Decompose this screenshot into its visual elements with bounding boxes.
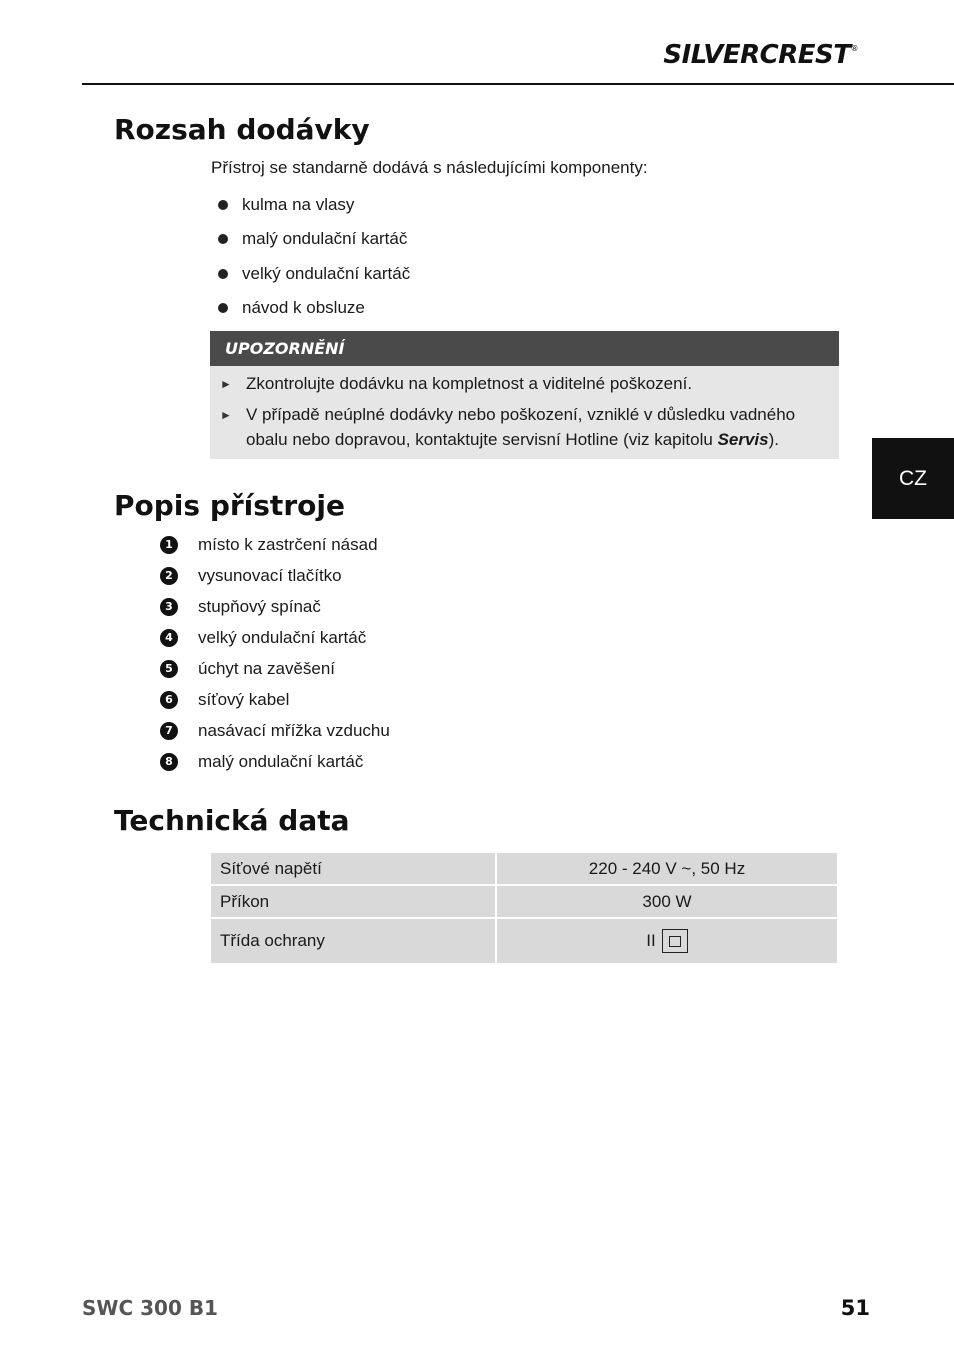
part-item: 6 síťový kabel xyxy=(160,684,390,715)
part-item: 7 nasávací mřížka vzduchu xyxy=(160,715,390,746)
chapter-reference: Servis xyxy=(717,430,769,449)
tech-data-table xyxy=(209,851,839,965)
parts-list xyxy=(160,529,390,777)
notice-item: ► V případě neúplné dodávky nebo poškození, vzniklé v důsledku vadného obalu nebo dopravou, kontaktujte servisní Hotline (viz kapitolu Servis). xyxy=(220,402,795,452)
table-row xyxy=(211,919,837,963)
part-number: 5 xyxy=(160,660,178,678)
table-cell-value: 220 - 240 V ~, 50 Hz xyxy=(497,853,837,884)
list-item: velký ondulační kartáč xyxy=(218,257,410,291)
arrow-right-icon: ► xyxy=(220,377,232,391)
part-number: 2 xyxy=(160,567,178,585)
table-cell-value: II xyxy=(497,919,837,963)
table-cell-key: Třída ochrany xyxy=(211,919,495,963)
part-number: 1 xyxy=(160,536,178,554)
part-number: 3 xyxy=(160,598,178,616)
page-number: 51 xyxy=(840,1296,870,1320)
bullet-icon xyxy=(218,234,228,244)
brand-logo: SILVERCREST® xyxy=(663,40,858,70)
footer-model: SWC 300 B1 xyxy=(82,1296,218,1320)
part-number: 7 xyxy=(160,722,178,740)
part-number: 6 xyxy=(160,691,178,709)
part-number: 4 xyxy=(160,629,178,647)
part-item: 4 velký ondulační kartáč xyxy=(160,622,390,653)
table-row xyxy=(211,853,837,884)
arrow-right-icon: ► xyxy=(220,408,232,422)
table-cell-key: Příkon xyxy=(211,886,495,917)
list-item: kulma na vlasy xyxy=(218,188,410,222)
part-number: 8 xyxy=(160,753,178,771)
list-item: malý ondulační kartáč xyxy=(218,222,410,256)
list-item: návod k obsluze xyxy=(218,291,410,325)
table-cell-value: 300 W xyxy=(497,886,837,917)
bullet-icon xyxy=(218,269,228,279)
section-title-delivery: Rozsah dodávky xyxy=(114,113,370,146)
bullet-icon xyxy=(218,200,228,210)
header-rule xyxy=(82,83,954,85)
protection-class-ii-icon xyxy=(662,929,688,953)
part-item: 2 vysunovací tlačítko xyxy=(160,560,390,591)
section-title-tech: Technická data xyxy=(114,804,350,837)
part-item: 1 místo k zastrčení násad xyxy=(160,529,390,560)
bullet-icon xyxy=(218,303,228,313)
part-item: 8 malý ondulační kartáč xyxy=(160,746,390,777)
delivery-intro: Přístroj se standarně dodává s následujícími komponenty: xyxy=(211,158,648,177)
table-row xyxy=(211,886,837,917)
part-item: 5 úchyt na zavěšení xyxy=(160,653,390,684)
delivery-list xyxy=(218,188,410,325)
notice-box xyxy=(210,331,839,459)
language-tab: CZ xyxy=(872,438,954,519)
notice-heading: UPOZORNĚNÍ xyxy=(210,331,839,366)
table-cell-key: Síťové napětí xyxy=(211,853,495,884)
notice-item: ► Zkontrolujte dodávku na kompletnost a viditelné poškození. xyxy=(220,371,692,397)
section-title-description: Popis přístroje xyxy=(114,489,345,522)
part-item: 3 stupňový spínač xyxy=(160,591,390,622)
